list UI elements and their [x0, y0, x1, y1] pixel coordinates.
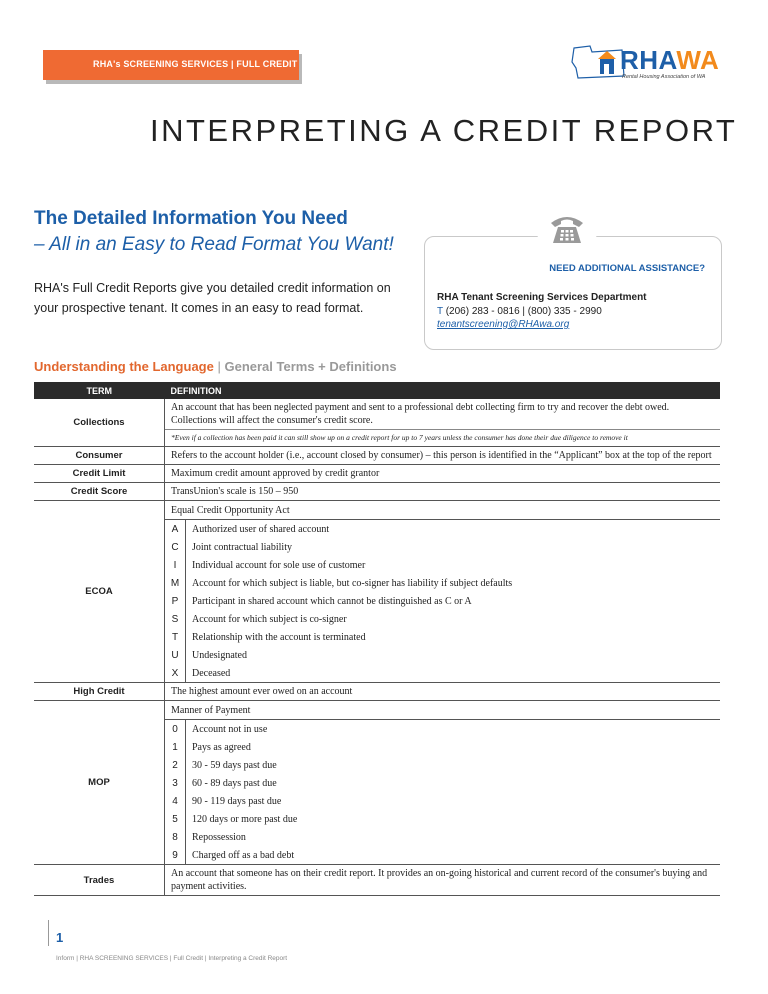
ecoa-code: A: [165, 520, 186, 539]
ecoa-code-row: [165, 520, 720, 539]
table-row-mop: [34, 701, 720, 865]
mop-code: 5: [165, 810, 186, 828]
table-row-high-credit: [34, 683, 720, 701]
intro-paragraph: RHA's Full Credit Reports give you detailed credit information on your prospective tenant. It comes in an easy to read format.: [34, 281, 391, 315]
mop-desc: 30 - 59 days past due: [192, 759, 277, 771]
ecoa-desc: Authorized user of shared account: [192, 523, 330, 535]
mop-code: 3: [165, 774, 186, 792]
page-margin-rule: [48, 920, 49, 946]
mop-code: 1: [165, 738, 186, 756]
table-row-consumer: [34, 447, 720, 465]
ecoa-code-row: [165, 538, 720, 556]
ecoa-code-row: [165, 592, 720, 610]
ecoa-desc: Account for which subject is liable, but co-signer has liability if subject defaults: [192, 577, 513, 589]
definition-high-credit: The highest amount ever owed on an account: [165, 683, 721, 701]
ecoa-desc: Undesignated: [192, 649, 247, 661]
header-definition: DEFINITION: [165, 382, 721, 399]
banner-text: RHA's SCREENING SERVICES | FULL CREDIT: [93, 59, 298, 69]
ecoa-desc: Individual account for sole use of customer: [192, 559, 366, 571]
ecoa-desc: Account for which subject is co-signer: [192, 613, 347, 625]
mop-desc: 120 days or more past due: [192, 813, 298, 825]
definition-collections-text: An account that has been neglected payment and sent to a professional debt collecting firm to try and recover the debt owed. Collections will affect the consumer's credit score.: [171, 402, 670, 426]
ecoa-code: S: [165, 610, 186, 628]
header-term: TERM: [34, 382, 165, 399]
ecoa-desc: Joint contractual liability: [192, 541, 292, 553]
terms-table: [34, 382, 720, 896]
section-banner: [43, 50, 299, 80]
mop-code-row: [165, 828, 720, 846]
term-credit-score: Credit Score: [34, 483, 165, 501]
ecoa-code: C: [165, 538, 186, 556]
definition-trades: An account that someone has on their credit report. It provides an on-going historical and current record of the consumer's buying and payment activities.: [165, 865, 721, 896]
mop-code-table: [165, 701, 720, 864]
logo-tagline: Rental Housing Association of WA: [622, 74, 706, 80]
mop-desc: 60 - 89 days past due: [192, 777, 277, 789]
ecoa-code: X: [165, 664, 186, 682]
table-row-collections: [34, 399, 720, 447]
definition-credit-limit: Maximum credit amount approved by credit grantor: [165, 465, 721, 483]
ecoa-code: T: [165, 628, 186, 646]
ecoa-code: M: [165, 574, 186, 592]
mop-code-row: [165, 792, 720, 810]
mop-code-row: [165, 810, 720, 828]
ecoa-code-row: [165, 574, 720, 592]
mop-desc: Account not in use: [192, 723, 268, 735]
term-credit-limit: Credit Limit: [34, 465, 165, 483]
phone-numbers: (206) 283 - 0816 | (800) 335 - 2990: [442, 306, 602, 317]
table-row-credit-limit: [34, 465, 720, 483]
mop-code: 9: [165, 846, 186, 864]
definition-consumer: Refers to the account holder (i.e., account closed by consumer) – this person is identified in the “Applicant” box at the top of the report: [165, 447, 721, 465]
logo-wordmark: [620, 45, 719, 76]
mop-code: 0: [165, 720, 186, 739]
mop-desc: Pays as agreed: [192, 741, 251, 753]
mop-desc: 90 - 119 days past due: [192, 795, 282, 807]
table-row-ecoa: [34, 501, 720, 683]
term-collections: Collections: [34, 399, 165, 447]
mop-desc: Repossession: [192, 831, 246, 843]
ecoa-code-row: [165, 628, 720, 646]
mop-code: 4: [165, 792, 186, 810]
ecoa-desc: Relationship with the account is terminated: [192, 631, 366, 643]
collections-note: *Even if a collection has been paid it can still show up on a credit report for up to 7 years unless the consumer has done their due diligence to remove it: [165, 429, 720, 444]
page-footer: Inform | RHA SCREENING SERVICES | Full Credit | Interpreting a Credit Report: [56, 955, 288, 962]
mop-code: 2: [165, 756, 186, 774]
ecoa-code: P: [165, 592, 186, 610]
assistance-department: RHA Tenant Screening Services Department: [437, 292, 647, 303]
ecoa-code-row: [165, 610, 720, 628]
term-mop: MOP: [34, 701, 165, 865]
definition-mop: [165, 701, 721, 865]
section-heading: [34, 359, 397, 374]
ecoa-code: I: [165, 556, 186, 574]
rhawa-logo: [570, 40, 740, 86]
definition-collections: [165, 399, 721, 447]
headline-line1: The Detailed Information You Need: [34, 208, 348, 229]
ecoa-heading: Equal Credit Opportunity Act: [165, 501, 720, 520]
term-trades: Trades: [34, 865, 165, 896]
assistance-phone: [437, 306, 602, 317]
phone-icon: [549, 213, 585, 245]
section-title: Understanding the Language: [34, 359, 214, 374]
ecoa-code-table: [165, 501, 720, 682]
section-separator: |: [217, 359, 221, 374]
mop-code-row: [165, 756, 720, 774]
ecoa-code-row: [165, 556, 720, 574]
assistance-email-link[interactable]: tenantscreening@RHAwa.org: [437, 319, 570, 330]
mop-code-row: [165, 738, 720, 756]
phone-prefix: T: [437, 306, 443, 317]
table-row-credit-score: [34, 483, 720, 501]
page-title: INTERPRETING A CREDIT REPORT: [150, 113, 738, 148]
mop-code: 8: [165, 828, 186, 846]
mop-code-row: [165, 720, 720, 739]
term-ecoa: ECOA: [34, 501, 165, 683]
definition-credit-score: TransUnion's scale is 150 – 950: [165, 483, 721, 501]
mop-heading: Manner of Payment: [165, 701, 720, 720]
ecoa-desc: Participant in shared account which cannot be distinguished as C or A: [192, 595, 472, 607]
mop-desc: Charged off as a bad debt: [192, 849, 295, 861]
logo-accent: WA: [676, 45, 720, 75]
ecoa-code-row: [165, 664, 720, 682]
page-number: 1: [56, 930, 64, 945]
ecoa-code: U: [165, 646, 186, 664]
ecoa-desc: Deceased: [192, 667, 231, 679]
definition-ecoa: [165, 501, 721, 683]
headline-line2: – All in an Easy to Read Format You Want!: [34, 234, 394, 255]
mop-code-row: [165, 846, 720, 864]
headline: [34, 208, 394, 256]
table-header-row: [34, 382, 720, 399]
ecoa-code-row: [165, 646, 720, 664]
table-row-trades: [34, 865, 720, 896]
assistance-title: NEED ADDITIONAL ASSISTANCE?: [549, 263, 705, 274]
mop-code-row: [165, 774, 720, 792]
section-subtitle: General Terms + Definitions: [224, 359, 397, 374]
logo-main: RHA: [620, 45, 677, 75]
term-consumer: Consumer: [34, 447, 165, 465]
term-high-credit: High Credit: [34, 683, 165, 701]
